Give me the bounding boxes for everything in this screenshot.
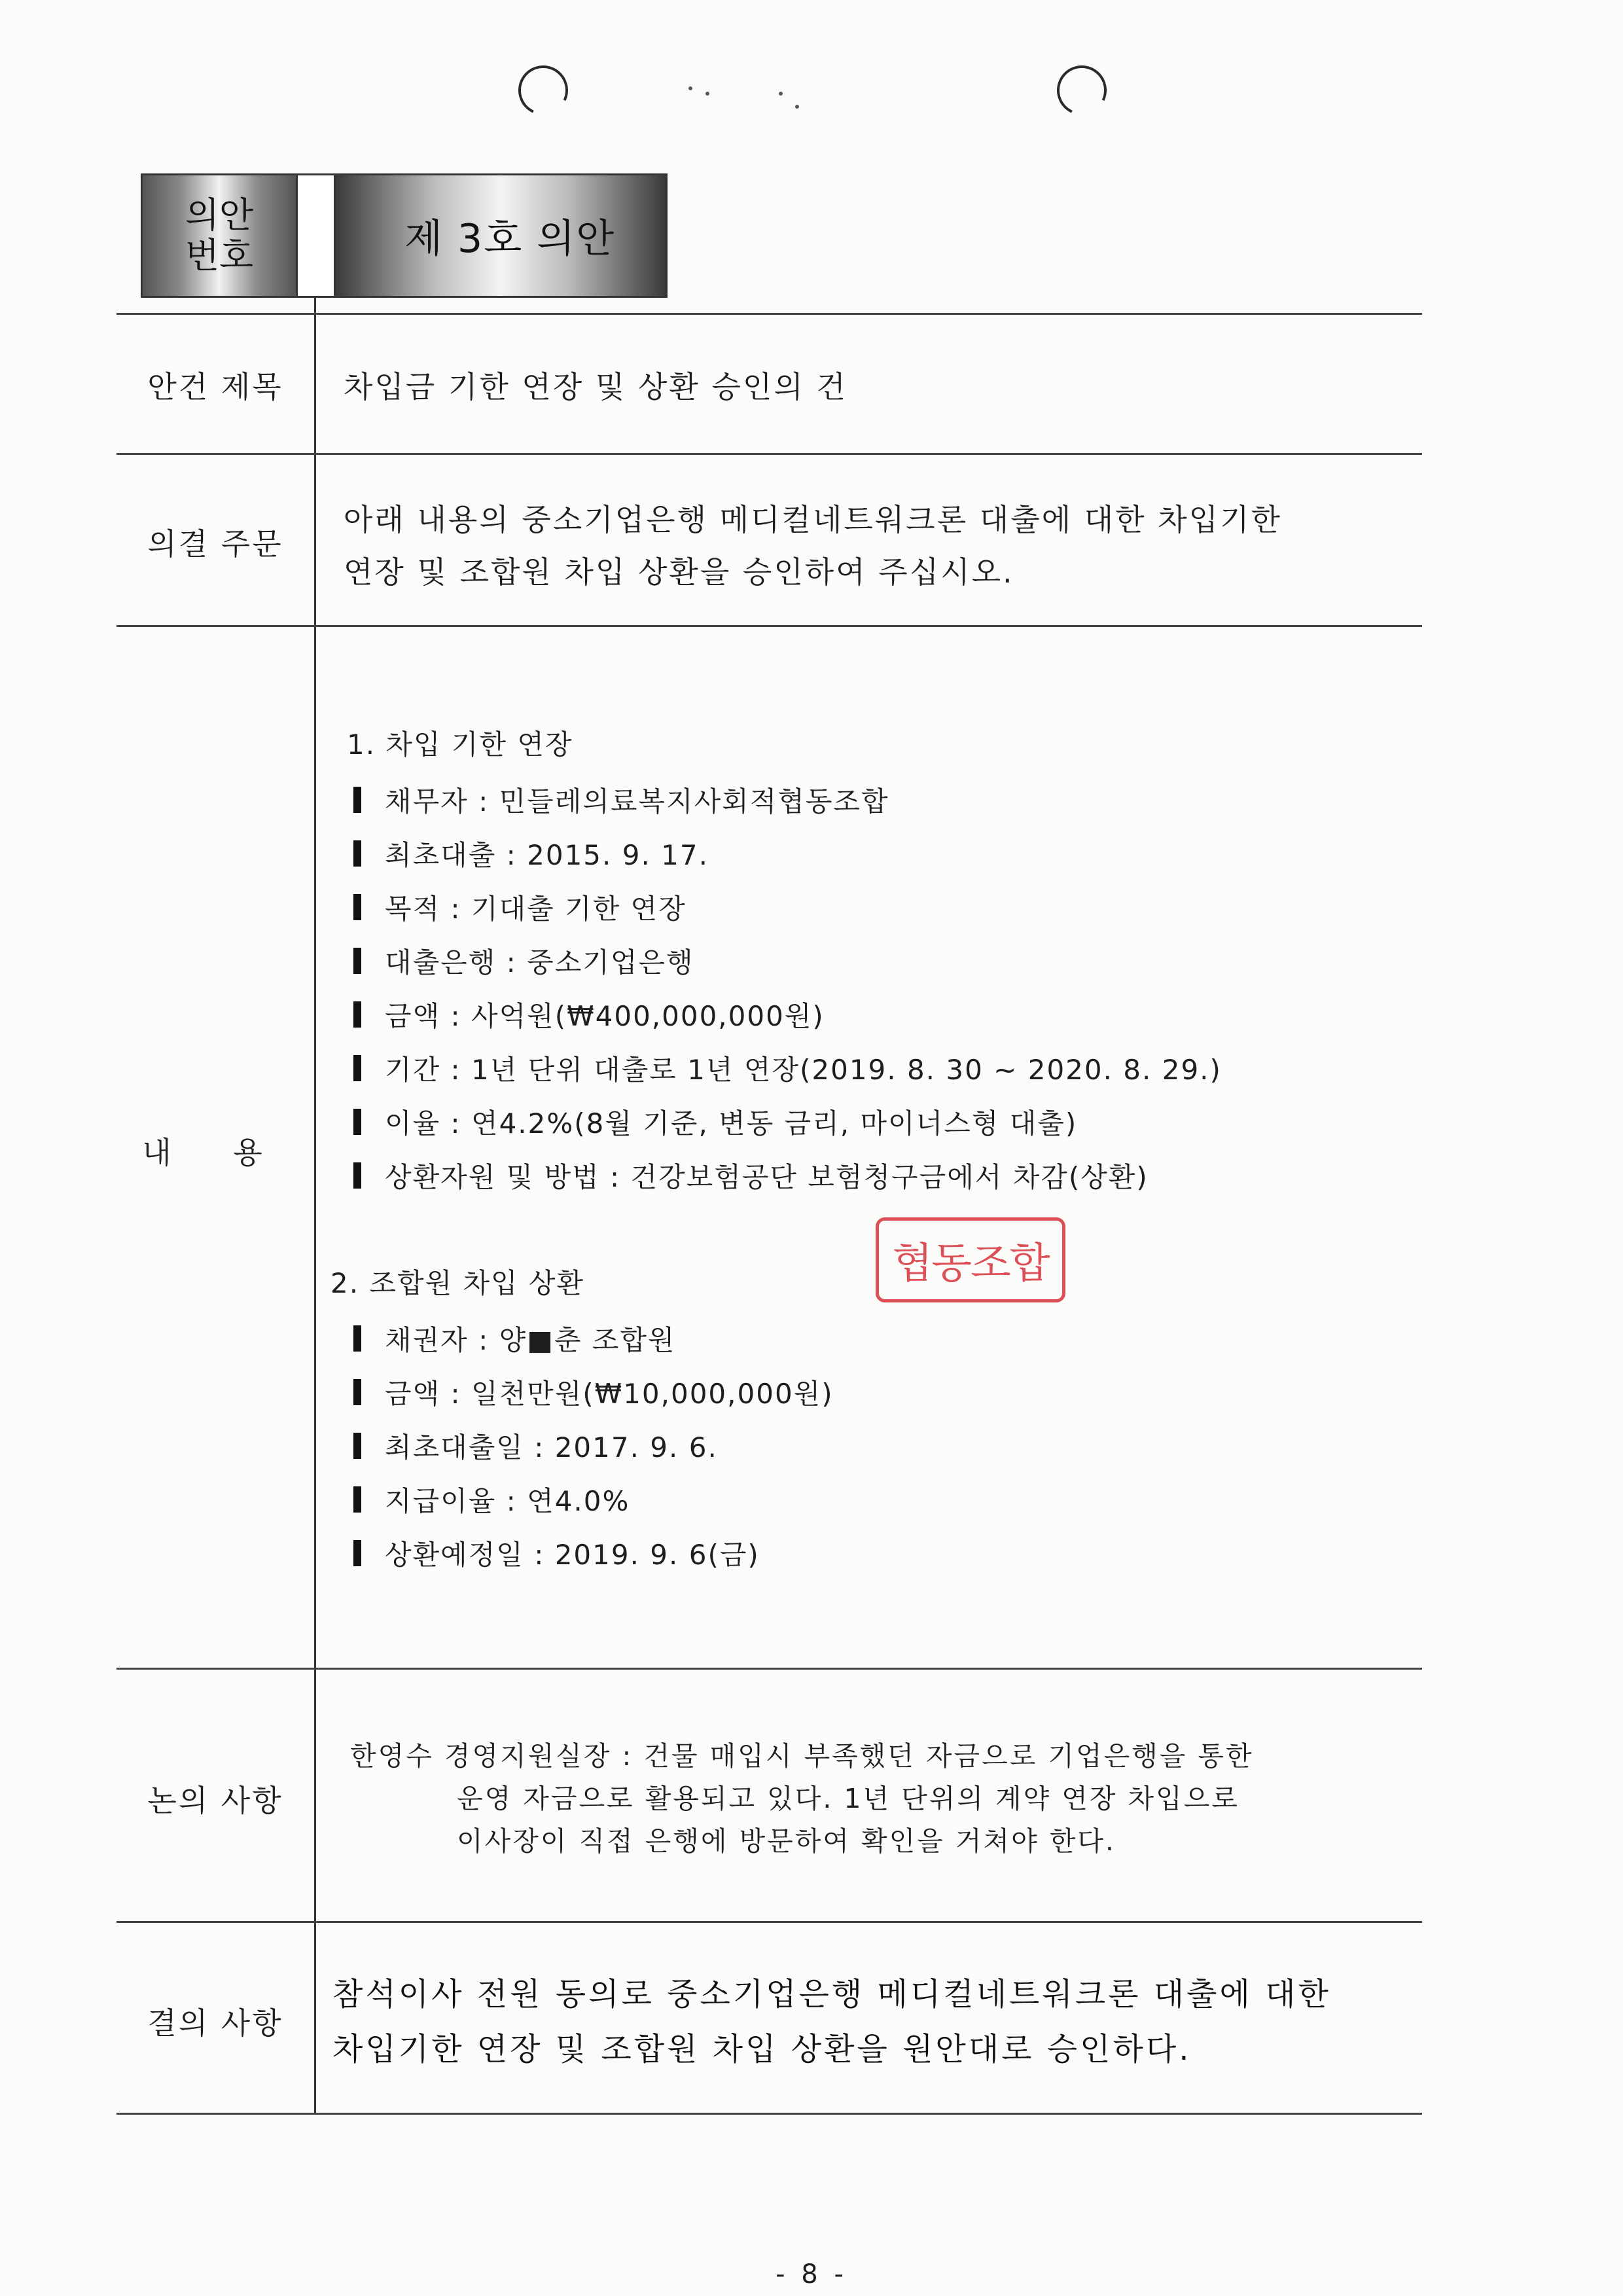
decision-line2: 차입기한 연장 및 조합원 차입 상환을 원안대로 승인하다. bbox=[332, 2031, 1192, 2068]
stamp-text: 협동조합 bbox=[892, 1240, 1049, 1288]
list-item-text: 최초대출일 : 2017. 9. 6. bbox=[385, 1431, 718, 1463]
page-number: - 8 - bbox=[776, 2259, 847, 2289]
agenda-number: 제 3호 의안 bbox=[404, 216, 616, 262]
discussion-line3: 이사장이 직접 은행에 방문하여 확인을 거쳐야 한다. bbox=[457, 1825, 1116, 1857]
scan-speck bbox=[795, 105, 799, 109]
list-item-text: 최초대출 : 2015. 9. 17. bbox=[385, 839, 709, 871]
list-item-text: 지급이율 : 연4.0% bbox=[385, 1485, 630, 1517]
agenda-number-label-line2: 번호 bbox=[185, 235, 254, 276]
bullet-bar-icon bbox=[353, 1379, 361, 1405]
list-item-text: 채권자 : 양■춘 조합원 bbox=[385, 1324, 676, 1356]
punch-hole-left bbox=[511, 58, 575, 122]
resolution-order-line2: 연장 및 조합원 차입 상환을 승인하여 주십시오. bbox=[344, 554, 1014, 590]
list-item-text: 금액 : 일천만원(₩10,000,000원) bbox=[385, 1378, 834, 1410]
table-rule bbox=[116, 453, 1422, 455]
table-rule bbox=[116, 313, 1422, 315]
list-item-text: 목적 : 기대출 기한 연장 bbox=[385, 893, 687, 925]
cooperative-seal-stamp bbox=[876, 1217, 1065, 1302]
bullet-bar-icon bbox=[353, 948, 361, 974]
agenda-number-label bbox=[141, 173, 298, 298]
list-item-text: 기간 : 1년 단위 대출로 1년 연장(2019. 8. 30 ~ 2020. 8. 29.) bbox=[385, 1054, 1222, 1086]
contents-label-text: 내 용 bbox=[142, 1135, 289, 1170]
badge-separator bbox=[298, 173, 334, 298]
bullet-bar-icon bbox=[353, 1055, 361, 1081]
list-item bbox=[353, 834, 709, 873]
table-rule bbox=[116, 1921, 1422, 1923]
list-item-text: 채무자 : 민들레의료복지사회적협동조합 bbox=[385, 785, 889, 817]
resolution-order-label: 의결 주문 bbox=[147, 526, 283, 562]
section1-heading: 1. 차입 기한 연장 bbox=[347, 728, 573, 761]
list-item bbox=[353, 1102, 1077, 1141]
bullet-bar-icon bbox=[353, 894, 361, 920]
list-item bbox=[353, 1480, 630, 1519]
resolution-order-line1: 아래 내용의 중소기업은행 메디컬네트워크론 대출에 대한 차입기한 bbox=[344, 502, 1282, 537]
table-rule bbox=[116, 625, 1422, 627]
agenda-title: 차입금 기한 연장 및 상환 승인의 건 bbox=[344, 369, 847, 404]
list-item bbox=[353, 1319, 675, 1358]
discussion-line2: 운영 자금으로 활용되고 있다. 1년 단위의 계약 연장 차입으로 bbox=[457, 1783, 1240, 1814]
punch-hole-right bbox=[1050, 58, 1113, 122]
table-rule bbox=[116, 2113, 1422, 2115]
list-item-text: 상환자원 및 방법 : 건강보험공단 보험청구금에서 차감(상환) bbox=[385, 1161, 1149, 1193]
bullet-bar-icon bbox=[353, 1540, 361, 1566]
bullet-bar-icon bbox=[353, 1486, 361, 1513]
bullet-bar-icon bbox=[353, 1109, 361, 1135]
contents-label bbox=[116, 1129, 314, 1172]
scan-speck bbox=[705, 92, 709, 96]
discussion-label: 논의 사항 bbox=[147, 1783, 283, 1818]
title-label: 안건 제목 bbox=[147, 369, 283, 404]
bullet-bar-icon bbox=[353, 1001, 361, 1028]
section2-heading: 2. 조합원 차입 상환 bbox=[330, 1267, 585, 1299]
bullet-bar-icon bbox=[353, 840, 361, 867]
scan-speck bbox=[779, 92, 783, 96]
bullet-bar-icon bbox=[353, 787, 361, 813]
decision-line1: 참석이사 전원 동의로 중소기업은행 메디컬네트워크론 대출에 대한 bbox=[332, 1976, 1331, 2013]
list-item-text: 금액 : 사억원(₩400,000,000원) bbox=[385, 1000, 825, 1032]
bullet-bar-icon bbox=[353, 1433, 361, 1459]
list-item-text: 상환예정일 : 2019. 9. 6(금) bbox=[385, 1539, 760, 1571]
list-item bbox=[353, 1156, 1149, 1195]
list-item bbox=[353, 941, 694, 980]
scan-speck bbox=[688, 86, 692, 90]
bullet-bar-icon bbox=[353, 1325, 361, 1352]
list-item bbox=[353, 1372, 834, 1412]
table-divider-vertical bbox=[314, 298, 316, 2114]
discussion-line1: 한영수 경영지원실장 : 건물 매입시 부족했던 자금으로 기업은행을 통한 bbox=[350, 1740, 1254, 1772]
list-item bbox=[353, 888, 687, 927]
list-item bbox=[353, 1534, 760, 1573]
list-item-text: 대출은행 : 중소기업은행 bbox=[385, 946, 694, 978]
list-item bbox=[353, 1049, 1222, 1088]
agenda-number-label-line1: 의안 bbox=[185, 194, 254, 236]
decision-label: 결의 사항 bbox=[147, 2005, 283, 2041]
list-item bbox=[353, 995, 825, 1034]
table-rule bbox=[116, 1668, 1422, 1670]
list-item bbox=[353, 780, 889, 819]
bullet-bar-icon bbox=[353, 1162, 361, 1189]
list-item bbox=[353, 1426, 718, 1465]
agenda-number-box bbox=[334, 173, 668, 298]
list-item-text: 이율 : 연4.2%(8월 기준, 변동 금리, 마이너스형 대출) bbox=[385, 1107, 1078, 1139]
